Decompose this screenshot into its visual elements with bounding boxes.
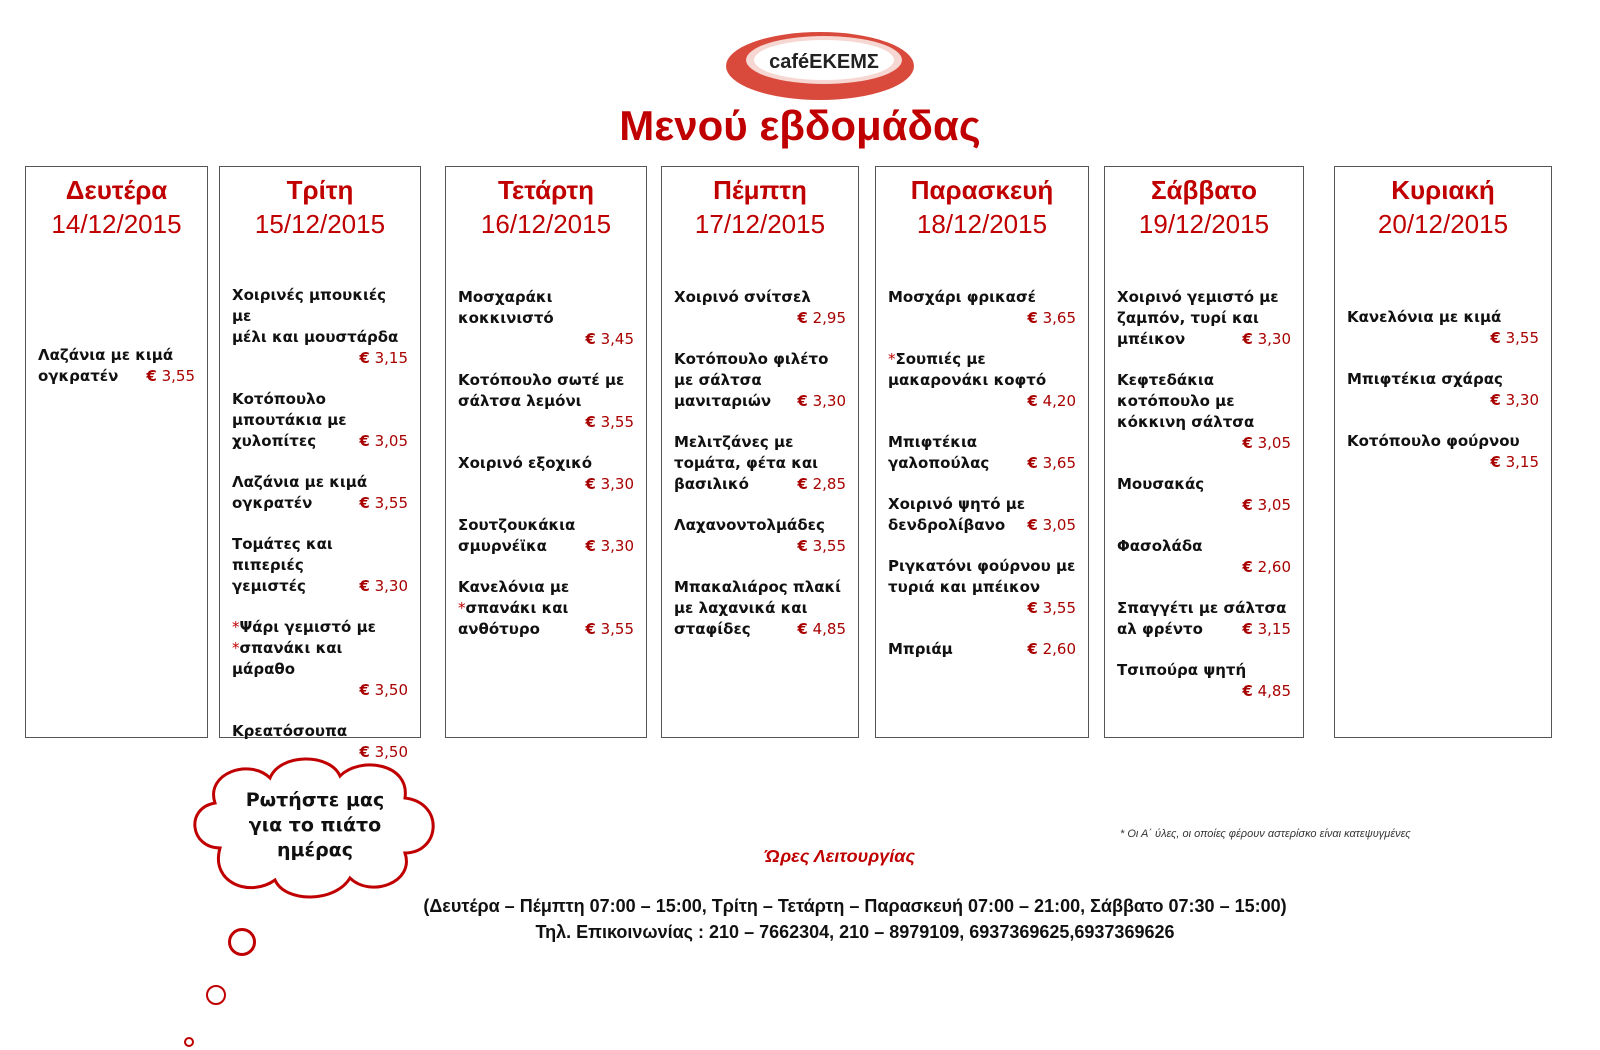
dish-price: € 3,30 bbox=[585, 475, 634, 493]
dish-name-line: Μοσχαράκι bbox=[458, 288, 553, 306]
dish-item bbox=[1117, 370, 1291, 454]
dish-list bbox=[888, 287, 1076, 680]
dish-item bbox=[458, 370, 634, 433]
dish-price: € 3,30 bbox=[585, 537, 634, 555]
dish-price: € 3,05 bbox=[1027, 516, 1076, 534]
dish-price: € 3,15 bbox=[1242, 620, 1291, 638]
dish-name-line: ανθότυρο € 3,55 bbox=[458, 620, 634, 638]
dish-name-line: Τομάτες και πιπεριές bbox=[232, 535, 333, 574]
dish-name-line: Ριγκατόνι φούρνου με bbox=[888, 557, 1076, 575]
dish-list bbox=[1117, 287, 1291, 722]
dish-name-line: *σπανάκι και μάραθο bbox=[232, 639, 343, 678]
dish-price: € 2,60 bbox=[1242, 558, 1291, 576]
dish-name-line: κοκκινιστό bbox=[458, 309, 554, 327]
dish-list bbox=[232, 285, 408, 783]
page-title: Μενού εβδομάδας bbox=[619, 102, 981, 149]
dish-name-line: χυλοπίτες € 3,05 bbox=[232, 432, 408, 450]
day-column-4 bbox=[661, 166, 859, 738]
day-name: Δευτέρα bbox=[65, 175, 168, 205]
dish-item bbox=[458, 577, 634, 640]
dish-item bbox=[674, 577, 846, 640]
dish-item bbox=[232, 389, 408, 452]
dish-price: € 2,60 bbox=[1027, 640, 1076, 658]
dish-name-line: Χοιρινό εξοχικό bbox=[458, 454, 593, 472]
day-date: 20/12/2015 bbox=[1377, 209, 1509, 239]
day-date: 14/12/2015 bbox=[51, 209, 182, 239]
dish-name-line: τυριά και μπέικον bbox=[888, 578, 1041, 596]
dish-item bbox=[232, 617, 408, 701]
dish-item bbox=[1117, 598, 1291, 640]
dish-name-line: Φασολάδα bbox=[1117, 537, 1203, 555]
dish-item bbox=[1117, 536, 1291, 578]
dish-item bbox=[1117, 474, 1291, 516]
thought-bubble-small bbox=[184, 1037, 194, 1047]
day-date: 17/12/2015 bbox=[694, 209, 826, 239]
thought-bubble-medium bbox=[206, 985, 226, 1005]
dish-price: € 3,50 bbox=[359, 743, 408, 761]
dish-name-line: Χοιρινό ψητό με bbox=[888, 495, 1026, 513]
dish-price: € 3,30 bbox=[359, 577, 408, 595]
dish-price: € 3,30 bbox=[1242, 330, 1291, 348]
day-column-7 bbox=[1334, 166, 1552, 738]
dish-item bbox=[674, 349, 846, 412]
dish-name-line: Κανελόνια με κιμά bbox=[1347, 308, 1502, 326]
dish-name-line: Κοτόπουλο φούρνου bbox=[1347, 432, 1520, 450]
cafe-ekems-logo bbox=[720, 26, 920, 106]
dish-name-line: γεμιστές € 3,30 bbox=[232, 577, 408, 595]
dish-name-line: Χοιρινό γεμιστό με bbox=[1117, 288, 1279, 306]
dish-item bbox=[232, 534, 408, 597]
dish-price: € 4,85 bbox=[797, 620, 846, 638]
dish-price: € 2,85 bbox=[797, 475, 846, 493]
dish-name-line: ογκρατέν € 3,55 bbox=[38, 367, 195, 385]
day-name: Σάββατο bbox=[1150, 175, 1258, 205]
dish-item bbox=[38, 345, 195, 387]
day-column-3 bbox=[445, 166, 647, 738]
dish-name-line: Σπαγγέτι με σάλτσα bbox=[1117, 599, 1287, 617]
dish-item bbox=[888, 556, 1076, 619]
dish-name-line: Κοτόπουλο φιλέτο bbox=[674, 350, 829, 368]
dish-name-line: Χοιρινές μπουκιές με bbox=[232, 286, 387, 325]
dish-price: € 3,45 bbox=[585, 330, 634, 348]
dish-list bbox=[38, 345, 195, 407]
dish-price: € 3,65 bbox=[1027, 454, 1076, 472]
dish-price: € 3,50 bbox=[359, 681, 408, 699]
dish-name-line: κόκκινη σάλτσα bbox=[1117, 413, 1255, 431]
dish-name-line: μανιταριών € 3,30 bbox=[674, 392, 846, 410]
dish-name-line: Μουσακάς bbox=[1117, 475, 1205, 493]
dish-price: € 3,55 bbox=[797, 537, 846, 555]
dish-name-line: Κοτόπουλο σωτέ με bbox=[458, 371, 625, 389]
day-column-5 bbox=[875, 166, 1089, 738]
dish-item bbox=[674, 287, 846, 329]
dish-item bbox=[888, 639, 1076, 660]
dish-item bbox=[674, 515, 846, 557]
dish-item bbox=[1347, 307, 1539, 349]
dish-name-line: δενδρολίβανο € 3,05 bbox=[888, 516, 1076, 534]
dish-name-line: Σουτζουκάκια bbox=[458, 516, 576, 534]
dish-name-line: βασιλικό € 2,85 bbox=[674, 475, 846, 493]
dish-name-line: Κανελόνια με bbox=[458, 578, 570, 596]
dish-price: € 3,55 bbox=[359, 494, 408, 512]
dish-price: € 3,15 bbox=[359, 349, 408, 367]
dish-item bbox=[674, 432, 846, 495]
dish-name-line: σμυρνέϊκα € 3,30 bbox=[458, 537, 634, 555]
dish-item bbox=[888, 432, 1076, 474]
dish-item bbox=[1347, 369, 1539, 411]
dish-name-line: Μπακαλιάρος πλακί bbox=[674, 578, 842, 596]
dish-price: € 3,55 bbox=[1490, 329, 1539, 347]
dish-item bbox=[1347, 431, 1539, 473]
dish-item bbox=[888, 494, 1076, 536]
dish-price: € 3,65 bbox=[1027, 309, 1076, 327]
dish-name-line: Μελιτζάνες με bbox=[674, 433, 794, 451]
dish-list bbox=[674, 287, 846, 660]
dish-name-line: ογκρατέν € 3,55 bbox=[232, 494, 408, 512]
dish-item bbox=[1117, 660, 1291, 702]
dish-name-line: ζαμπόν, τυρί και bbox=[1117, 309, 1259, 327]
dish-item bbox=[458, 515, 634, 557]
dish-name-line: Κρεατόσουπα bbox=[232, 722, 348, 740]
dish-list bbox=[458, 287, 634, 660]
dish-price: € 3,05 bbox=[359, 432, 408, 450]
dish-name-line: Μπιφτέκια bbox=[888, 433, 978, 451]
dish-name-line: αλ φρέντο € 3,15 bbox=[1117, 620, 1291, 638]
dish-name-line: *σπανάκι και bbox=[458, 599, 569, 617]
dish-name-line: με λαχανικά και bbox=[674, 599, 808, 617]
dish-name-line: Λαζάνια με κιμά bbox=[232, 473, 368, 491]
day-name: Τρίτη bbox=[286, 175, 354, 205]
opening-hours: (Δευτέρα – Πέμπτη 07:00 – 15:00, Τρίτη – Τετάρτη – Παρασκευή 07:00 – 21:00, Σάββατο 07:30 – 15:00) bbox=[423, 896, 1287, 916]
dish-price: € 3,55 bbox=[585, 620, 634, 638]
contact-phones: Τηλ. Επικοινωνίας : 210 – 7662304, 210 – 8979109, 6937369625,6937369626 bbox=[535, 922, 1175, 942]
dish-item bbox=[232, 285, 408, 369]
dish-item bbox=[458, 453, 634, 495]
dish-name-line: μακαρονάκι κοφτό bbox=[888, 371, 1047, 389]
dish-name-line: κοτόπουλο με bbox=[1117, 392, 1235, 410]
dish-price: € 3,30 bbox=[797, 392, 846, 410]
dish-name-line: γαλοπούλας € 3,65 bbox=[888, 454, 1076, 472]
day-date: 16/12/2015 bbox=[480, 209, 612, 239]
dish-item bbox=[888, 349, 1076, 412]
dish-name-line: Κοτόπουλο bbox=[232, 390, 326, 408]
dish-price: € 3,30 bbox=[1490, 391, 1539, 409]
dish-price: € 4,20 bbox=[1027, 392, 1076, 410]
dish-list bbox=[1347, 307, 1539, 493]
dish-name-line: *Σουπιές με bbox=[888, 350, 986, 368]
dish-name-line: Μπιφτέκια σχάρας bbox=[1347, 370, 1503, 388]
dish-name-line: μέλι και μουστάρδα bbox=[232, 328, 399, 346]
dish-name-line: μπουτάκια με bbox=[232, 411, 347, 429]
day-name: Τετάρτη bbox=[497, 175, 594, 205]
dish-name-line: μπέικον € 3,30 bbox=[1117, 330, 1291, 348]
dish-price: € 2,95 bbox=[797, 309, 846, 327]
dish-price: € 3,55 bbox=[146, 367, 195, 385]
dish-name-line: *Ψάρι γεμιστό με bbox=[232, 618, 376, 636]
day-column-1 bbox=[25, 166, 208, 738]
dish-item bbox=[458, 287, 634, 350]
dish-name-line: Χοιρινό σνίτσελ bbox=[674, 288, 811, 306]
dish-price: € 4,85 bbox=[1242, 682, 1291, 700]
dish-price: € 3,05 bbox=[1242, 496, 1291, 514]
dish-name-line: σάλτσα λεμόνι bbox=[458, 392, 582, 410]
cloud-text: Ρωτήστε μας για το πιάτο ημέρας bbox=[245, 789, 385, 861]
day-date: 18/12/2015 bbox=[916, 209, 1048, 239]
dish-name-line: σταφίδες € 4,85 bbox=[674, 620, 846, 638]
dish-name-line: Μπριάμ € 2,60 bbox=[888, 640, 1076, 658]
day-column-6 bbox=[1104, 166, 1304, 738]
day-name: Παρασκευή bbox=[910, 175, 1054, 205]
dish-price: € 3,55 bbox=[1027, 599, 1076, 617]
dish-item bbox=[888, 287, 1076, 329]
day-date: 19/12/2015 bbox=[1138, 209, 1270, 239]
dish-price: € 3,55 bbox=[585, 413, 634, 431]
dish-name-line: τομάτα, φέτα και bbox=[674, 454, 819, 472]
dish-name-line: με σάλτσα bbox=[674, 371, 762, 389]
day-date: 15/12/2015 bbox=[254, 209, 386, 239]
dish-price: € 3,15 bbox=[1490, 453, 1539, 471]
dish-name-line: Τσιπούρα ψητή bbox=[1117, 661, 1247, 679]
hours-title: Ώρες Λειτουργίας bbox=[765, 846, 915, 866]
dish-name-line: Μοσχάρι φρικασέ bbox=[888, 288, 1037, 306]
frozen-footnote: * Οι Α΄ ύλες, οι οποίες φέρουν αστερίσκο είναι κατεψυγμένες bbox=[1120, 828, 1411, 840]
dish-item bbox=[232, 472, 408, 514]
day-column-2 bbox=[219, 166, 421, 761]
day-name: Πέμπτη bbox=[713, 175, 807, 205]
dish-name-line: Κεφτεδάκια bbox=[1117, 371, 1215, 389]
dish-item bbox=[1117, 287, 1291, 350]
dish-name-line: Λαζάνια με κιμά bbox=[38, 346, 174, 364]
dish-name-line: Λαχανοντολμάδες bbox=[674, 516, 825, 534]
svg-text:caféΕΚΕΜΣ: caféΕΚΕΜΣ bbox=[769, 51, 879, 73]
day-name: Κυριακή bbox=[1391, 175, 1495, 205]
dish-price: € 3,05 bbox=[1242, 434, 1291, 452]
